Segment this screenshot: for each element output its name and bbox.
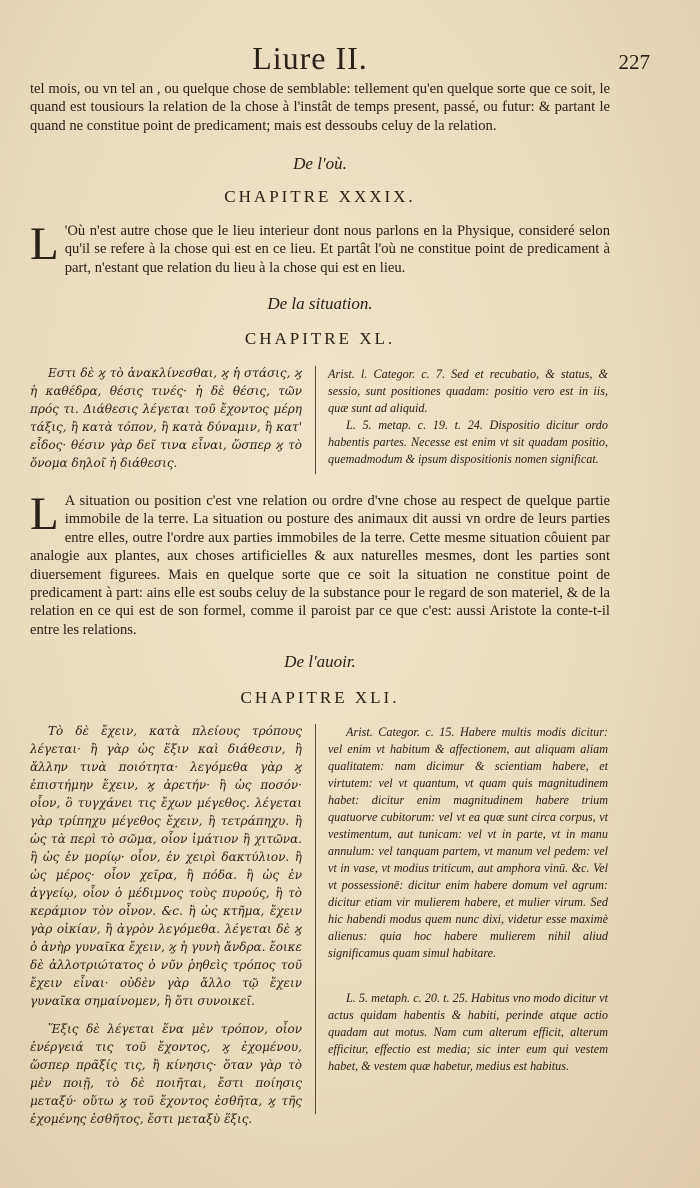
chapter-39-text: 'Où n'est autre chose que le lieu interieur dont nous parlons en la Physique, consideré selon qu'il se refere à la chose qui est en ce lieu. Et partât l'où ne constitue point de predicament à part, n'estant que relation du lieu à la chose qui est en lieu. xyxy=(64,223,610,276)
latin-note: Arist. l. Categor. c. 7. Sed et recubatio, & status, & sessio, sunt positiones quadam: positio vero est in iis, quæ sunt ad aliquid. xyxy=(328,367,608,415)
greek-paragraph: Εστι δὲ ϗ τὸ ἀνακλίνεσθαι, ϗ ἡ στάσις, ϗ ἡ καθέδρα, θέσις τινές· ἡ δὲ θέσις, τῶν πρός τι. Διάθεσις λέγεται τοῦ ἔχοντος μέρη τάξις, ἢ κατὰ τόπον, ἢ κατὰ δύναμιν, ἢ κατ' εἶδος· θέσιν γὰρ δεῖ τινα εἶναι, ὥσπερ ϗ τὸ ὄνομα δηλοῖ ἡ διάθεσις. xyxy=(30,366,302,470)
latin-note: Arist. Categor. c. 15. Habere multis modis dicitur: vel enim vt habitum & affectionem, aut aliquam aliam qualitatem: nam dicimur & scientiam habere, et virtutem: vel vt quantum, vt quam quis magnitudinem habet: dicitur enim magnitudinem habere trium quatuorve cubitorum: vel vt ea quæ sunt circa corpus, vt vestimentum, aut tunicam: vel vt in parte, vt in manu annulum: vel tanquam partem, vt manum vel pedem: vel vt in vase, vt modius triticum, aut amphora vinū. &c. Vel vt possessionē: dicitur enim habere domum vel agrum: dicitur etiam vir mulierem habere, et mulier virum. Sed hic habendi modus quem nunc dixi, videtur esse maximè alienus: quia hoc habere mulierem nihil aliud significamus quam simul habitare. xyxy=(328,725,608,960)
page-number: 227 xyxy=(618,50,650,74)
greek-paragraph: Ἕξις δὲ λέγεται ἕνα μὲν τρόπον, οἷον ἐνέργειά τις τοῦ ἔχοντος, ϗ ἐχομένου, ὥσπερ πρᾶξίς τις, ἢ κίνησις· ὅταν γὰρ τὸ μὲν ποιῇ, τὸ δὲ ποιῆται, ἔστι ποίησις μεταξύ· οὕτω ϗ τοῦ ἔχοντος ἐσθῆτα, ϗ τῆς ἐχομένης ἐσθῆτος, ἔστι μεταξὺ ἕξις. xyxy=(30,1022,302,1126)
chapter-title-41: CHAPITRE XLI. xyxy=(240,688,400,707)
chapter-title-39: CHAPITRE XXXIX. xyxy=(224,187,416,206)
chapter-40-paragraph xyxy=(30,488,610,639)
column-divider xyxy=(315,724,316,1114)
running-title: Liure II. xyxy=(252,40,368,76)
section-heading-auoir: De l'auoir. xyxy=(284,652,356,671)
greek-paragraph: Τὸ δὲ ἔχειν, κατὰ πλείους τρόπους λέγεται· ἢ γὰρ ὡς ἕξιν καὶ διάθεσιν, ἢ ἄλλην τινὰ ποιότητα· λεγόμεθα γὰρ ϗ ἐπιστήμην ἔχειν, ϗ ἀρετήν· ἢ ὡς ποσόν· οἷον, ὃ τυγχάνει τις ἔχων μέγεθος. λέγεται γὰρ τρίπηχυ μέγεθος ἔχειν, ἢ τετράπηχυ. ἢ ὡς τὰ περὶ τὸ σῶμα, οἷον ἱμάτιον ἢ χιτῶνα. ἢ ὡς ἐν μορίῳ· οἷον, ἐν χειρὶ δακτύλιον. ἢ ὡς μέρος· οἷον χεῖρα, ἢ πόδα. ἢ ὡς ἐν ἀγγείῳ, οἷον ὁ μέδιμνος τοὺς πυρούς, ἢ τὸ κεράμιον τὸν οἶνον. &c. ἢ ὡς κτῆμα, ἔχειν γὰρ οἰκίαν, ἢ ἀγρὸν λεγόμεθα. λέγεται δὲ ϗ ὁ ἀνὴρ γυναῖκα ἔχειν, ϗ ἡ γυνὴ ἄνδρα. ἔοικε δὲ ἀλλοτριώτατος ὁ νῦν ῥηθεὶς τρόπος τοῦ ἔχειν εἶναι· οὐδὲν γὰρ ἄλλο τῷ ἔχειν γυναῖκα σημαίνομεν, ἢ ὅτι συνοικεῖ. xyxy=(30,724,302,1008)
greek-text-40 xyxy=(30,364,302,472)
running-head xyxy=(0,40,700,76)
intro-text: tel mois, ou vn tel an , ou quelque chose de semblable: tellement qu'en quelque sorte que ce soit, le quand est tousiours la relation de la chose à l'instât de temps present, passé, ou futur: & partant le quand ne constitue point de predicament; mais est dessoubs celuy de la relation. xyxy=(30,81,610,134)
chapter-40-text: A situation ou position c'est vne relation ou ordre d'vne chose au respect de quelque partie immobile de la terre. La situation ou posture des animaux dit aussi vn ordre de leurs parties entre elles, outre l'ordre aux parties immobiles de la terre. Cette mesme situation côuient par analogie aux plantes, aux choses artificielles & aux naturelles mesmes, dont les parties sont diuersement figurees. Mais en quelque sorte que ce soit la situation ne constitue point de predicament à part: ains elle est soubs celuy de la substance pour le regard de son materiel, & de la relation en ce qui est de son formel, comme il paroist par ce que c'est: aussi Aristote la conte-t-il entre les relations. xyxy=(30,493,610,638)
section-heading-situation: De la situation. xyxy=(267,294,373,313)
drop-cap: L xyxy=(30,488,59,540)
column-divider xyxy=(315,366,316,474)
greek-text-41 xyxy=(30,722,302,1128)
latin-note: L. 5. metap. c. 19. t. 24. Dispositio dicitur ordo habentis partes. Necesse est enim vt sit quadam positio, quemadmodum & ipsum dispositionis nomen significat. xyxy=(328,418,608,466)
chapter-39-paragraph xyxy=(30,218,610,277)
drop-cap: L xyxy=(30,218,59,270)
latin-notes-41 xyxy=(328,724,608,1075)
latin-notes-40 xyxy=(328,366,608,468)
chapter-title-40: CHAPITRE XL. xyxy=(244,329,396,348)
latin-note: L. 5. metaph. c. 20. t. 25. Habitus vno modo dicitur vt actus quidam habentis & habiti, perinde atque actio quadam aut motus. Nam cum alterum efficit, alterum efficitur, effectio est media; sic inter eum qui vestem habet, & vestem quæ habetur, medius est habitus. xyxy=(328,991,608,1073)
section-heading-ou: De l'où. xyxy=(293,154,347,173)
intro-paragraph xyxy=(30,80,610,135)
